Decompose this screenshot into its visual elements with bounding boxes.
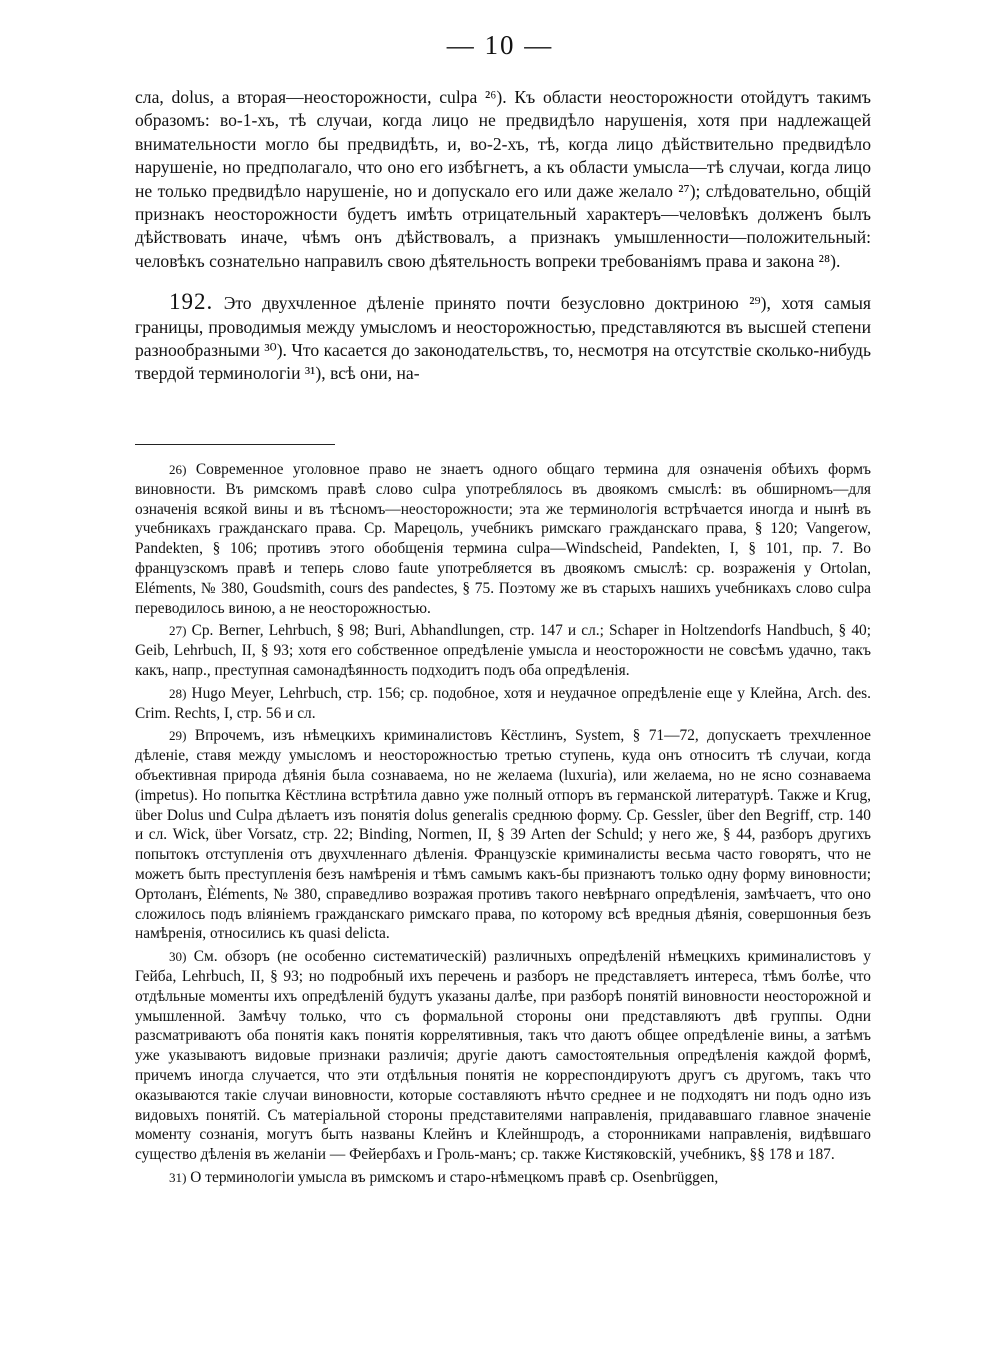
paragraph-continued: сла, dolus, а вторая—неосторожности, culpa ²⁶). Къ области неосторожности отойдутъ такимъ образомъ: во-1-хъ, тѣ случаи, когда лицо не предвидѣло нарушенія, хотя при надлежащей внимательности могло бы предвидѣть, и, во-2-хъ, тѣ, когда лицо дѣйствительно предвидѣло нарушеніе, но предполагало, что оно его избѣгнетъ, а къ области умысла—тѣ случаи, когда лицо не только предвидѣло нарушеніе, но и допускало его или даже желало ²⁷); слѣдовательно, общій признакъ неосторожности будетъ имѣть отрицательный характеръ—человѣкъ долженъ былъ дѣйствовать иначе, чѣмъ онъ дѣйствовалъ, а признакъ умышленности—положительный: человѣкъ сознательно направилъ свою дѣятельность вопреки требованіямъ права и закона ²⁸). [135, 87, 871, 271]
footnote-mark: 30) [169, 949, 187, 965]
footnote-26 [135, 460, 871, 618]
footnote-29 [135, 726, 871, 944]
paragraph-192-text: Это двухчленное дѣленіе принято почти безусловно доктриною ²⁹), хотя самыя границы, проводимыя между умысломъ и неосторожностью, представляются въ высшей степени разнообразными ³⁰). Что касается до законодательствъ, то, несмотря на отсутствіе сколько-нибудь твердой терминологіи ³¹), всѣ они, на- [135, 293, 871, 384]
footnote-text: Впрочемъ, изъ нѣмецкихъ криминалистовъ Кёстлинъ, System, § 71—72, допускаетъ трехчленное дѣленіе, ставя между умысломъ и неосторожностью третью ступень, куда онъ относитъ тѣ случаи, когда объективная природа дѣянія была сознаваема, но не желаема (luxuria), или желаема, но не ясно сознаваема (impetus). Но попытка Кёстлина встрѣтила давно уже полный отпоръ въ германской литературѣ. Также и Krug, über Dolus und Culpa дѣлаетъ изъ понятія dolus generalis среднюю форму. Ср. Gessler, über den Begriff, стр. 140 и сл. Wick, über Vorsatz, стр. 22; Binding, Normen, II, § 39 Arten der Schuld; у него же, § 44, разборъ другихъ попытокъ отступленія отъ двухчленнаго дѣленія. Французскіе криминалисты весьма часто говорятъ, что не можетъ быть преступленія безъ намѣренія и тѣмъ самымъ какъ-бы признаютъ только одну форму виновности; Ортоланъ, Èléments, № 380, справедливо возражая противъ такого невѣрнаго опредѣленія, замѣчаетъ, что оно сложилось подъ вліяніемъ гражданскаго римскаго права, по которому всѣ вредныя дѣянія, совершонныя безъ намѣренія, относились къ quasi delicta. [135, 727, 871, 943]
footnote-31 [135, 1168, 871, 1188]
footnote-mark: 27) [169, 623, 187, 639]
footnote-text: О терминологіи умысла въ римскомъ и старо-нѣмецкомъ правѣ ср. Osenbrüggen, [190, 1168, 719, 1186]
footnote-divider [135, 444, 335, 445]
footnote-text: См. обзоръ (не особенно систематическій) различныхъ опредѣленій нѣмецкихъ криминалистовъ у Гейба, Lehrbuch, II, § 93; но подробный ихъ перечень и разборъ не представляетъ интереса, тѣмъ болѣе, что отдѣльные моменты ихъ опредѣленій будутъ указаны далѣе, при разборѣ понятій виновности неосторожной и умышленной. Замѣчу только, что съ формальной стороны они представляютъ двѣ группы. Одни разсматриваютъ оба понятія какъ понятія коррелятивныя, такъ что даютъ общее опредѣленіе вины, а затѣмъ уже указываютъ видовые признаки различія; другіе даютъ самостоятельныя опредѣленія каждой формѣ, причемъ иногда случается, что эти отдѣльныя понятія не корреспондируютъ другъ съ другомъ, такъ что оказываются такіе случаи виновности, которые составляютъ нѣчто среднее и не подходятъ ни подъ одно изъ видовыхъ понятій. Съ матеріальной стороны представителями направленія, придававшаго главное значеніе моменту сознанія, могутъ быть названы Клейнъ и Клейншродъ, а сторонниками направленія, видѣвшаго существо дѣленія въ желаніи — Фейербахъ и Гроль-манъ; ср. также Кистяковскій, учебникъ, §§ 178 и 187. [135, 948, 871, 1164]
footnote-text: Ср. Berner, Lehrbuch, § 98; Buri, Abhandlungen, стр. 147 и сл.; Schaper in Holtzendorfs Handbuch, § 40; Geib, Lehrbuch, II, § 93; хотя его собственное опредѣленіе умысла и неосторожности не совсѣмъ удачно, такъ какъ, напр., преступная самонадѣянность подходитъ подъ оба опредѣленія. [135, 622, 871, 679]
footnote-mark: 29) [169, 728, 187, 744]
footnote-mark: 26) [169, 462, 187, 477]
footnote-mark: 31) [169, 1169, 187, 1185]
main-text [135, 86, 871, 386]
paragraph-192 [135, 290, 871, 386]
footnote-text: Hugo Meyer, Lehrbuch, стр. 156; ср. подобное, хотя и неудачное опредѣленіе еще у Клейна, Arch. des. Crim. Rechts, I, стр. 56 и сл. [135, 684, 871, 722]
page-number: — 10 — [446, 30, 554, 60]
footnote-28 [135, 684, 871, 724]
section-number: 192. [169, 289, 214, 315]
footnote-mark: 28) [169, 685, 187, 701]
footnote-30 [135, 947, 871, 1165]
footnotes [135, 460, 871, 1191]
footnote-27 [135, 621, 871, 680]
footnote-text: Современное уголовное право не знаетъ одного общаго термина для означенія обѣихъ формъ виновности. Въ римскомъ правѣ слово culpa употреблялось въ двоякомъ смыслѣ: въ обширномъ—для означенія всякой вины и въ тѣсномъ—неосторожности; эта же терминологія встрѣчается иногда и нынѣ въ учебникахъ гражданскаго права. Ср. Марецоль, учебникъ римскаго гражданскаго права, § 120; Vangerow, Pandekten, § 106; противъ этого обобщенія термина culpa—Windscheid, Pandekten, I, § 101, пр. 7. Во французскомъ правѣ и теперь слово faute употребляется въ двоякомъ смыслѣ: ср. возраженія у Ortolan, Eléments, № 380, Goudsmith, cours des pandectes, § 75. Поэтому же въ старыхъ нашихъ учебникахъ слово culpa переводилось виною, а не неосторожностью. [135, 461, 872, 617]
